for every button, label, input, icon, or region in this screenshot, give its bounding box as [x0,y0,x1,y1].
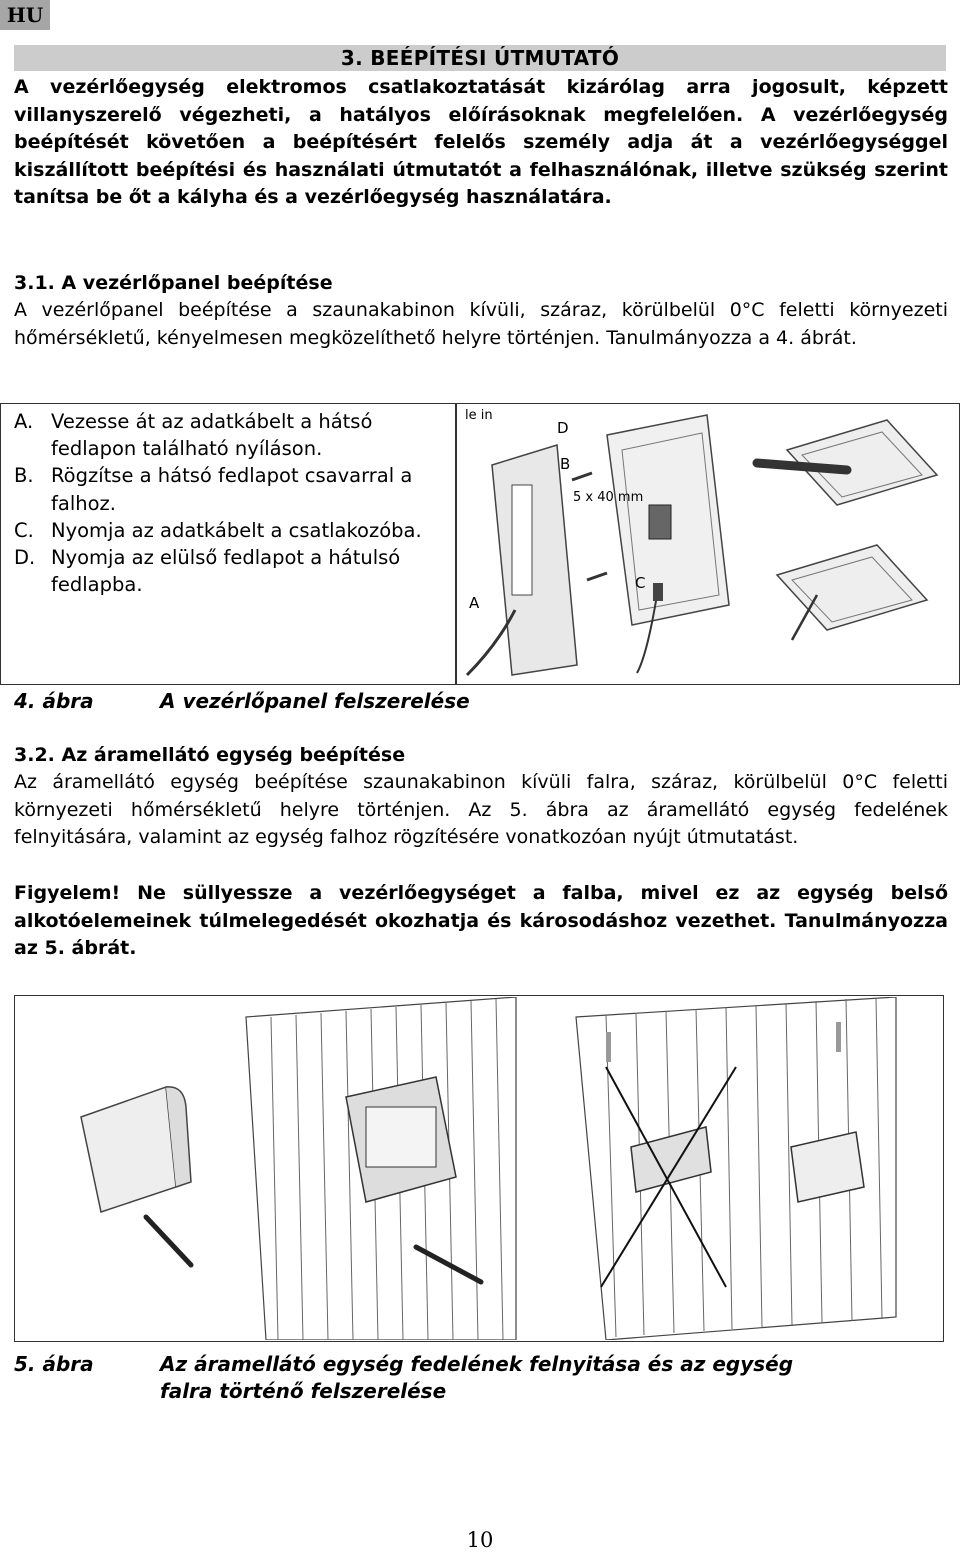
indicator-mark [606,1032,611,1062]
language-tag: HU [0,0,50,30]
control-panel-illustration [457,405,958,683]
step-b [14,462,444,516]
warning-paragraph: Figyelem! Ne süllyessze a vezérlőegységet a falba, mivel ez az egység belső alkotóelemeinek túlmelegedését okozhatja és károsodáshoz vezethet. Tanulmányozza az 5. ábrát. [14,882,948,959]
screwdriver-icon [146,1217,191,1265]
step-letter: C. [14,518,34,542]
cable-plug [653,583,663,601]
section-3-1-heading: 3.1. A vezérlőpanel beépítése [14,272,333,294]
step-text: Rögzítse a hátsó fedlapot csavarral a falhoz. [51,464,413,515]
section-3-2-heading: 3.2. Az áramellátó egység beépítése [14,744,406,766]
step-text: Nyomja az adatkábelt a csatlakozóba. [51,518,422,542]
step-letter: A. [14,410,34,433]
page-number: 10 [466,1528,494,1552]
power-unit-illustration [16,997,942,1340]
label-a: A [469,594,480,612]
step-letter: B. [14,464,34,488]
open-unit-interior [366,1107,436,1167]
back-plate-slot [512,485,532,595]
screw-icon [572,473,592,480]
connector [649,505,671,539]
step-text: Vezesse át az adatkábelt a hátsó fedlapon található nyíláson. [51,410,373,461]
wall-piece [492,445,577,675]
section-3-2-body: Az áramellátó egység beépítése szaunakabinon kívüli falra, száraz, körülbelül 0°C feletti környezeti hőmérsékletű helyre történjen. Az 5. ábra az áramellátó egység fedelének felnyitására, valamint az egység falhoz rögzítésére vonatkozóan nyújt útmutatást. [14,771,948,848]
step-letter: D. [14,546,36,570]
unit-cover-left [81,1087,176,1212]
figure-4-caption: A vezérlőpanel felszerelése [160,689,470,713]
label-c: C [635,574,646,592]
step-text: Nyomja az elülső fedlapot a hátulsó fedlapba. [51,546,401,597]
step-d [14,544,444,598]
section-3-1-body: A vezérlőpanel beépítése a szaunakabinon kívüli, száraz, körülbelül 0°C feletti környezeti hőmérsékletű, kényelmesen megközelíthető helyre történjen. Tanulmányozza a 4. ábrát. [14,299,948,349]
indicator-mark [836,1022,841,1052]
label-b: B [560,455,571,473]
installation-steps [14,408,444,598]
screw-icon [587,573,607,580]
step-a [14,408,444,462]
figure-5-caption-line-2: falra történő felszerelése [160,1379,447,1403]
figure-4-number: 4. ábra [14,689,94,713]
figure-5-caption-line-1: Az áramellátó egység fedelének felnyitása és az egység [160,1352,794,1376]
label-d: D [557,419,569,437]
intro-paragraph: A vezérlőegység elektromos csatlakoztatását kizárólag arra jogosult, képzett villanyszerelő végezheti, a hatályos előírásoknak megfelelően. A vezérlőegység beépítését követően a beépítésért felelős személy adja át a vezérlőegységgel kiszállított beépítési és használati útmutatót a felhasználónak, illetve szükség szerint tanítsa be őt a kályha és a vezérlőegység használatára. [14,76,948,208]
section-title: 3. BEÉPÍTÉSI ÚTMUTATÓ [14,45,946,71]
step-c [14,517,444,544]
corner-label: le in [465,408,493,423]
screw-size-label: 5 x 40 mm [573,490,644,505]
figure-5-number: 5. ábra [14,1352,94,1376]
